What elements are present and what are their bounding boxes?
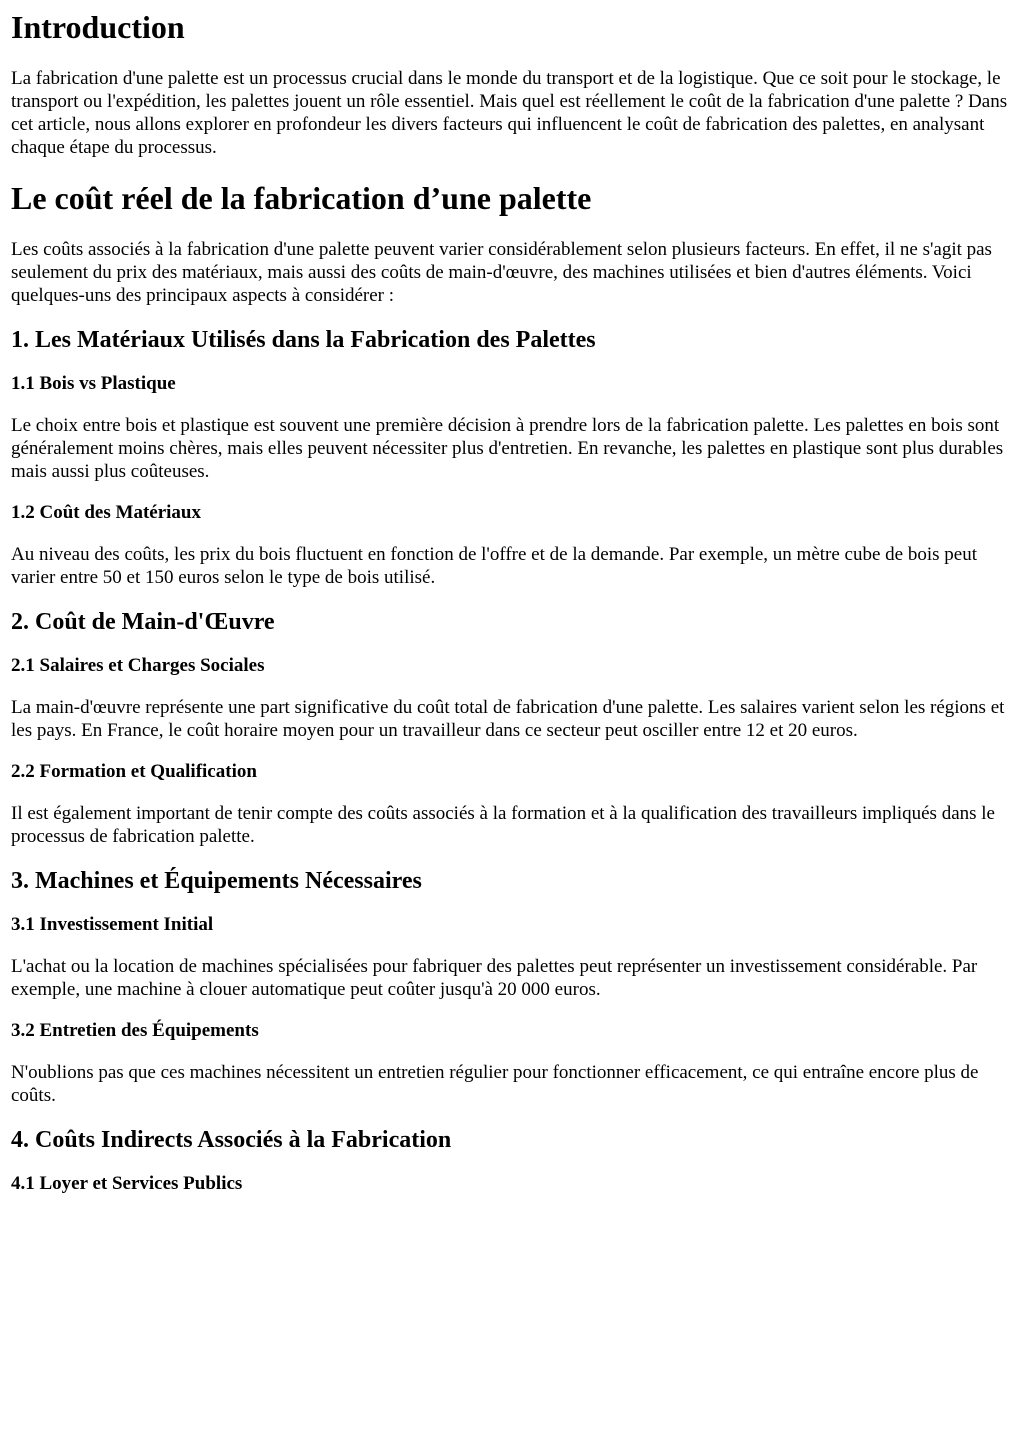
section-machines-heading: 3. Machines et Équipements Nécessaires (11, 868, 422, 894)
article (0, 9, 1024, 1195)
section-indirect-costs-heading: 4. Coûts Indirects Associés à la Fabrication (11, 1127, 452, 1153)
section-materials-heading: 1. Les Matériaux Utilisés dans la Fabrication des Palettes (11, 327, 596, 353)
subsection-initial-investment-paragraph: L'achat ou la location de machines spécialisées pour fabriquer des palettes peut représenter un investissement considérable. Par exemple, une machine à clouer automatique peut coûter jusqu'à 20 000 euros. (11, 956, 978, 1000)
intro-heading: Introduction (11, 9, 185, 45)
subsection-rent-utilities-heading: 4.1 Loyer et Services Publics (11, 1173, 243, 1194)
subsection-wood-vs-plastic-paragraph: Le choix entre bois et plastique est souvent une première décision à prendre lors de la fabrication palette. Les palettes en bois sont généralement moins chères, mais elles peuvent nécessiter plus d'entretien. En revanche, les palettes en plastique sont plus durables mais aussi plus coûteuses. (11, 415, 1004, 482)
intro-paragraph: La fabrication d'une palette est un processus crucial dans le monde du transport et de la logistique. Que ce soit pour le stockage, le transport ou l'expédition, les palettes jouent un rôle essentiel. Mais quel est réellement le coût de la fabrication d'une palette ? Dans cet article, nous allons explorer en profondeur les divers facteurs qui influencent le coût de fabrication des palettes, en analysant chaque étape du processus. (11, 68, 1008, 158)
subsection-material-cost-heading: 1.2 Coût des Matériaux (11, 502, 201, 523)
subsection-training-paragraph: Il est également important de tenir compte des coûts associés à la formation et à la qualification des travailleurs impliqués dans le processus de fabrication palette. (11, 803, 995, 847)
subsection-training-heading: 2.2 Formation et Qualification (11, 761, 257, 782)
subsection-maintenance-paragraph: N'oublions pas que ces machines nécessitent un entretien régulier pour fonctionner efficacement, ce qui entraîne encore plus de coûts. (11, 1062, 979, 1106)
subsection-maintenance-heading: 3.2 Entretien des Équipements (11, 1020, 259, 1041)
subsection-salaries-paragraph: La main-d'œuvre représente une part significative du coût total de fabrication d'une palette. Les salaires varient selon les régions et les pays. En France, le coût horaire moyen pour un travailleur dans ce secteur peut osciller entre 12 et 20 euros. (11, 697, 1005, 741)
subsection-salaries-heading: 2.1 Salaires et Charges Sociales (11, 655, 265, 676)
cost-heading: Le coût réel de la fabrication d’une palette (11, 180, 592, 216)
subsection-material-cost-paragraph: Au niveau des coûts, les prix du bois fluctuent en fonction de l'offre et de la demande. Par exemple, un mètre cube de bois peut varier entre 50 et 150 euros selon le type de bois utilisé. (11, 544, 977, 588)
subsection-wood-vs-plastic-heading: 1.1 Bois vs Plastique (11, 373, 176, 394)
subsection-initial-investment-heading: 3.1 Investissement Initial (11, 914, 214, 935)
cost-paragraph: Les coûts associés à la fabrication d'une palette peuvent varier considérablement selon plusieurs facteurs. En effet, il ne s'agit pas seulement du prix des matériaux, mais aussi des coûts de main-d'œuvre, des machines utilisées et bien d'autres éléments. Voici quelques-uns des principaux aspects à considérer : (11, 239, 992, 306)
section-labor-heading: 2. Coût de Main-d'Œuvre (11, 609, 275, 635)
